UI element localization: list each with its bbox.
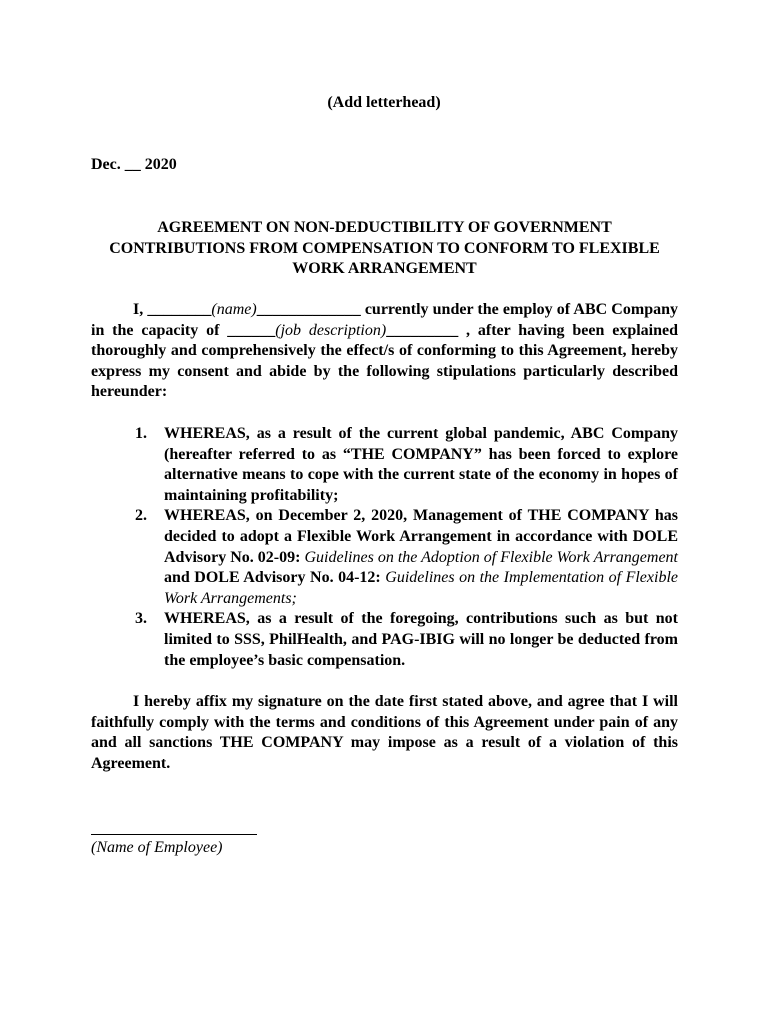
letterhead-placeholder: (Add letterhead) bbox=[327, 94, 441, 111]
intro-text-3: _________ , after having been explained thoroughly and comprehensively the effect/s of conforming to this Agreement, hereby express my consent and abide by the following stipulations particularly described hereunder: bbox=[91, 321, 679, 401]
advisory-title-italic: Guidelines on the Adoption of Flexible Work Arrangement bbox=[304, 548, 679, 566]
intro-paragraph bbox=[91, 300, 678, 403]
list-item-text: and DOLE Advisory No. 04-12: bbox=[164, 569, 386, 587]
list-item-text: WHEREAS, on December 2, 2020, Management of THE COMPANY has decided to adopt a Flexible Work Arrangement in accordance with DOLE Advisory No. 02-09: bbox=[164, 507, 678, 566]
document-date: Dec. __ 2020 bbox=[91, 156, 177, 173]
name-placeholder: (name) bbox=[211, 301, 257, 318]
list-item bbox=[91, 424, 678, 506]
stipulations-list bbox=[91, 424, 678, 671]
list-item-number: 2. bbox=[135, 507, 147, 525]
list-item-text: WHEREAS, as a result of the current global pandemic, ABC Company (hereafter referred to as “THE COMPANY” has been forced to explore alternative means to cope with the current state of the economy in hopes of maintaining profitability; bbox=[164, 425, 678, 504]
signature-name-label: (Name of Employee) bbox=[91, 839, 223, 856]
intro-text-1: I, ________ bbox=[133, 301, 212, 318]
list-item bbox=[91, 609, 678, 671]
list-item bbox=[91, 506, 678, 609]
signature-line bbox=[91, 834, 257, 835]
list-item-number: 1. bbox=[135, 425, 147, 442]
intro-text-2: _____________ currently under the employ of ABC Company in the capacity of ______ bbox=[91, 301, 678, 339]
list-item-number: 3. bbox=[135, 610, 147, 628]
job-description-placeholder: (job description) bbox=[275, 321, 387, 339]
list-item-text: WHEREAS, as a result of the foregoing, contributions such as but not limited to SSS, PhilHealth, and PAG-IBIG will no longer be deducted from the employee’s basic compensation. bbox=[164, 610, 678, 669]
agreement-title: AGREEMENT ON NON-DEDUCTIBILITY OF GOVERNMENT CONTRIBUTIONS FROM COMPENSATION TO CONFORM TO FLEXIBLE WORK ARRANGEMENT bbox=[109, 219, 660, 278]
closing-paragraph: I hereby affix my signature on the date first stated above, and agree that I will faithfully comply with the terms and conditions of this Agreement under pain of any and all sanctions THE COMPANY may impose as a result of a violation of this Agreement. bbox=[91, 693, 678, 772]
advisory-title-italic: Guidelines on the Implementation of Flexible Work Arrangements; bbox=[164, 569, 678, 607]
